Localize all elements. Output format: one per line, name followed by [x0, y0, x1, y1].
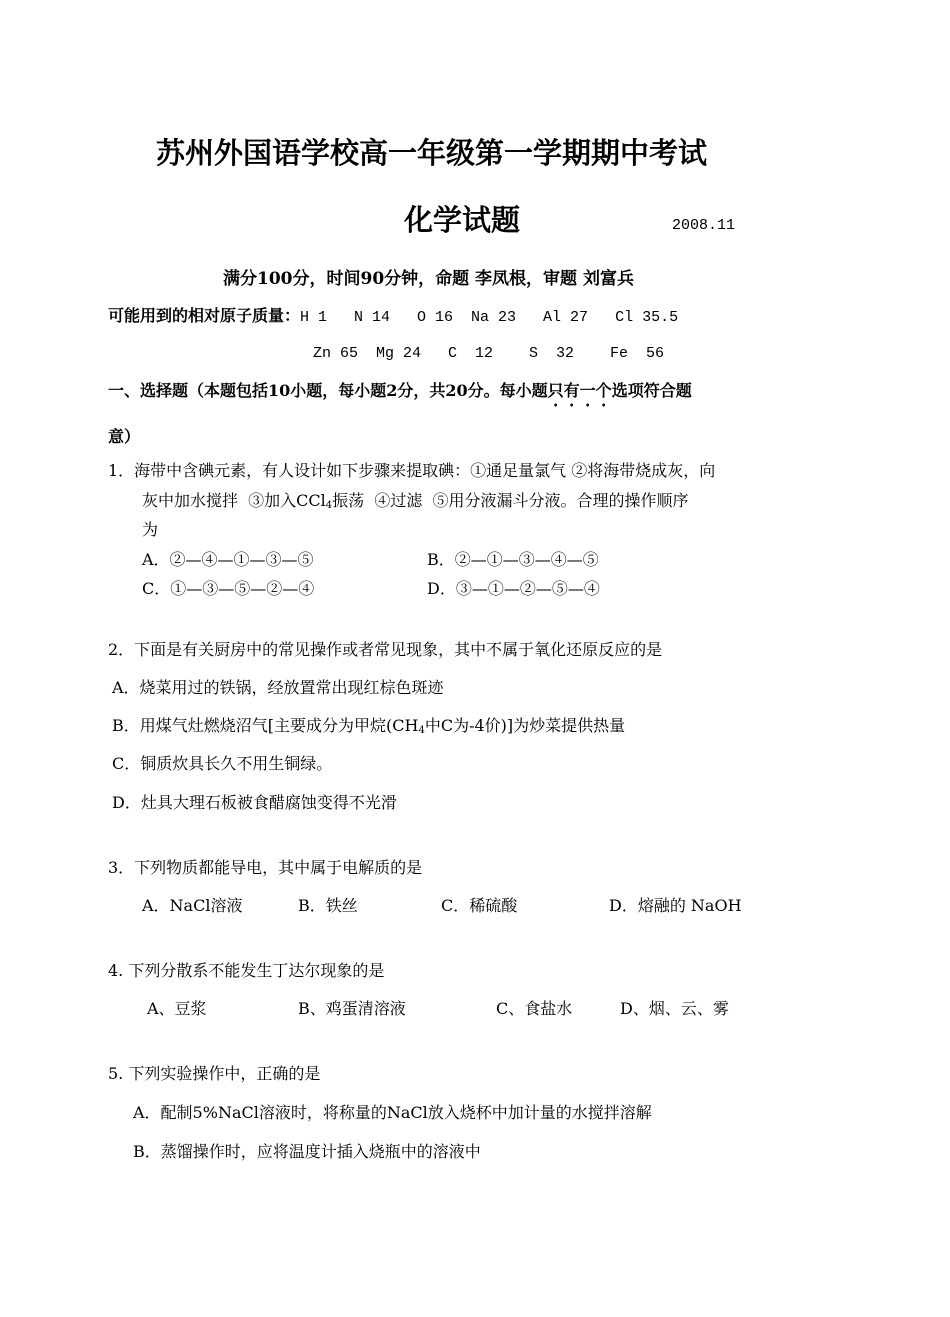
section-heading-part2: 选项符合题 — [611, 381, 692, 400]
q3-option-c: C．稀硫酸 — [441, 896, 518, 915]
q2-stem: 2．下面是有关厨房中的常见操作或者常见现象，其中不属于氧化还原反应的是 — [108, 640, 663, 659]
section-heading-part1: 一、选择题（本题包括10小题，每小题2分，共20分。每小题 — [108, 381, 548, 400]
atomic-mass-values-2: Zn 65 Mg 24 C 12 S 32 Fe 56 — [313, 345, 665, 362]
q3-option-b: B．铁丝 — [298, 896, 358, 915]
q5-option-a: A．配制5%NaCl溶液时，将称量的NaCl放入烧杯中加计量的水搅拌溶解 — [133, 1103, 652, 1122]
q4-option-c: C、食盐水 — [496, 999, 573, 1018]
q2-option-b-a: B．用煤气灶燃烧沼气[主要成分为甲烷(CH — [112, 716, 419, 735]
q2-subscript: 4 — [418, 725, 425, 736]
q1-stem-line2-a: 灰中加水搅拌 ③加入CCl — [142, 491, 326, 510]
q5-option-b: B．蒸馏操作时，应将温度计插入烧瓶中的溶液中 — [133, 1142, 481, 1161]
q1-subscript: 4 — [325, 500, 333, 511]
atomic-mass-label: 可能用到的相对原子质量： — [108, 306, 301, 325]
q2-option-a: A．烧菜用过的铁锅，经放置常出现红棕色斑迹 — [112, 678, 444, 697]
q3-stem: 3．下列物质都能导电，其中属于电解质的是 — [108, 858, 423, 877]
q4-option-b: B、鸡蛋清溶液 — [298, 999, 406, 1018]
exam-subtitle: 化学试题 — [404, 203, 521, 237]
q2-option-d: D．灶具大理石板被食醋腐蚀变得不光滑 — [112, 793, 397, 812]
q4-option-d: D、烟、云、雾 — [620, 999, 729, 1018]
q2-option-b-b: 中C为-4价)]为炒菜提供热量 — [424, 716, 626, 735]
q1-stem-line1: 1．海带中含碘元素，有人设计如下步骤来提取碘：①通足量氯气 ②将海带烧成灰，向 — [108, 461, 716, 480]
q1-option-d: D．③—①—②—⑤—④ — [427, 579, 600, 598]
section-heading — [108, 381, 692, 410]
atomic-mass-values-1: H 1 N 14 O 16 Na 23 Al 27 Cl 35.5 — [300, 309, 679, 326]
q1-option-a: A．②—④—①—③—⑤ — [142, 550, 314, 569]
q1-stem-line2 — [142, 491, 689, 510]
q5-stem: 5. 下列实验操作中，正确的是 — [108, 1064, 321, 1083]
section-heading-emphasis: 只有一个 — [547, 381, 612, 400]
q1-stem-line3: 为 — [142, 520, 159, 539]
q4-stem: 4. 下列分散系不能发生丁达尔现象的是 — [108, 961, 385, 980]
q1-option-c: C．①—③—⑤—②—④ — [142, 579, 315, 598]
exam-info: 满分100分，时间90分钟，命题 李凤根，审题 刘富兵 — [223, 269, 634, 289]
q3-option-a: A．NaCl溶液 — [142, 896, 243, 915]
q1-option-b: B．②—①—③—④—⑤ — [427, 550, 599, 569]
q1-stem-line2-b: 振荡 ④过滤 ⑤用分液漏斗分液。合理的操作顺序 — [332, 491, 689, 510]
atomic-mass-line1 — [108, 306, 678, 327]
q2-option-c: C．铜质炊具长久不用生铜绿。 — [112, 754, 333, 773]
q4-option-a: A、豆浆 — [147, 999, 207, 1018]
section-heading-end: 意） — [108, 427, 141, 446]
q2-option-b — [112, 716, 625, 735]
exam-date: 2008.11 — [672, 217, 736, 234]
q3-option-d: D．熔融的 NaOH — [609, 896, 742, 915]
exam-title: 苏州外国语学校高一年级第一学期期中考试 — [156, 136, 708, 170]
